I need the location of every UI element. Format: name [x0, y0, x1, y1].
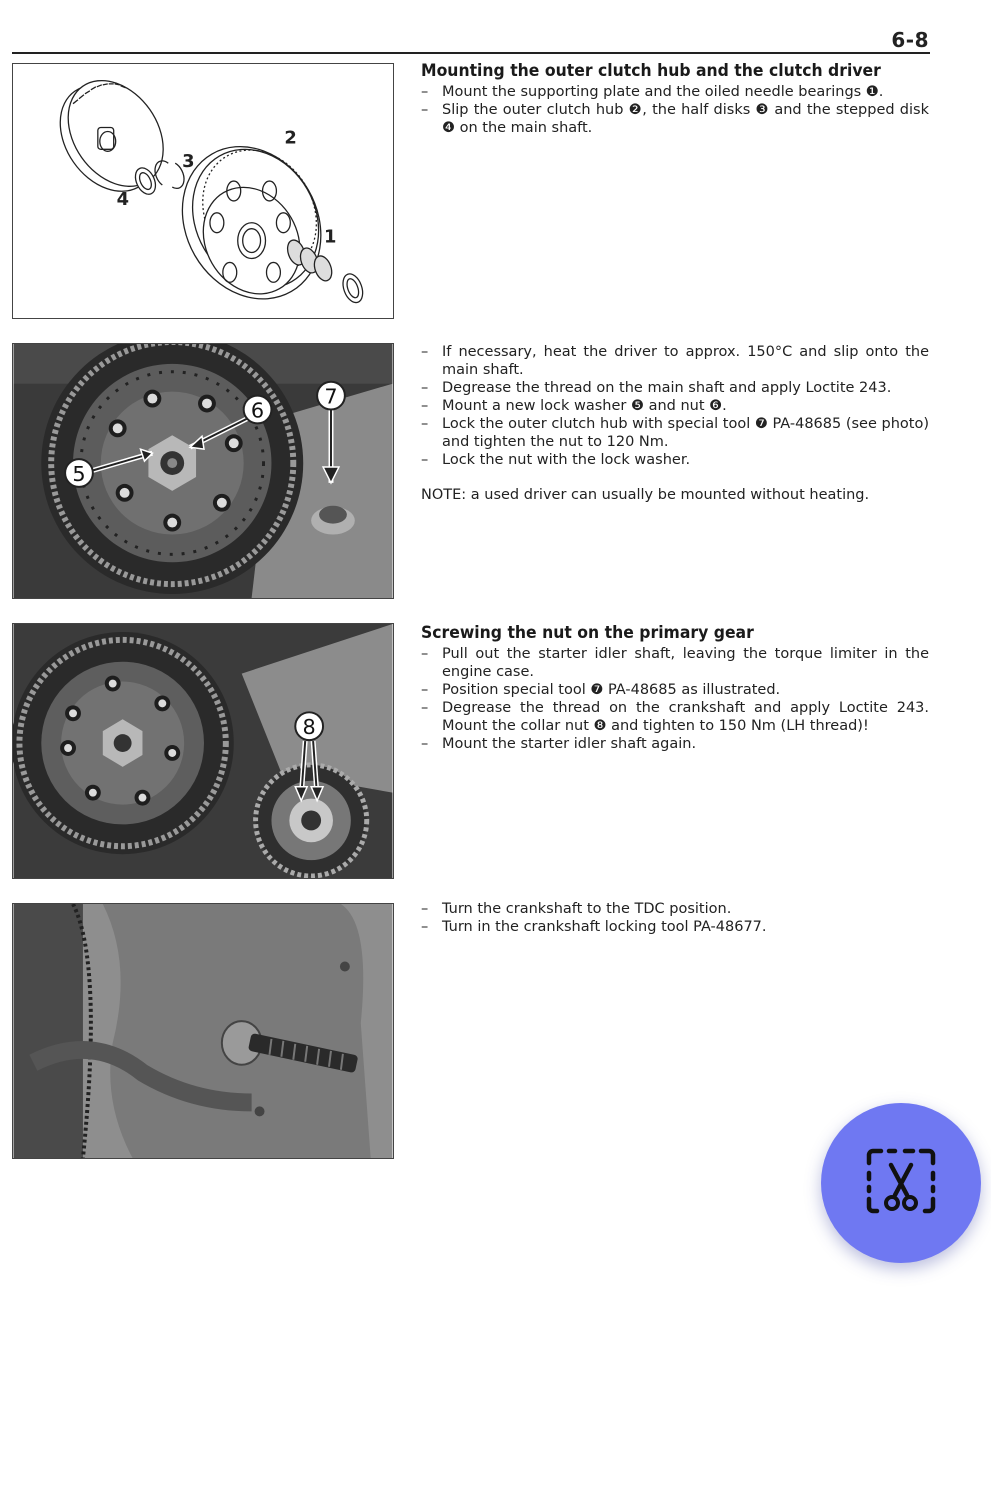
- list-item: – Lock the nut with the lock washer.: [421, 452, 691, 468]
- crankshaft-locking-tool-photo: [12, 903, 394, 1159]
- list-item: – Degrease the thread on the crankshaft and apply Loctite 243. Mount the collar nut ❽ and tighten to 150 Nm (LH thread)!: [421, 700, 929, 734]
- list-item: – Degrease the thread on the main shaft and apply Loctite 243.: [421, 380, 892, 396]
- clutch-lock-tool-photo: [12, 343, 394, 599]
- clutch-hub-exploded-diagram: [12, 63, 394, 319]
- fig3-label-8: 8: [302, 715, 316, 740]
- fig1-label-3: 3: [182, 151, 195, 173]
- list-item: – Turn in the crankshaft locking tool PA-48677.: [421, 919, 767, 935]
- section-outer-clutch-hub: [421, 60, 929, 137]
- list-item: – If necessary, heat the driver to approx. 150°C and slip onto the main shaft.: [421, 344, 929, 378]
- primary-gear-nut-photo: [12, 623, 394, 879]
- list-item: – Mount the supporting plate and the oiled needle bearings ❶.: [421, 84, 884, 100]
- header-rule: [12, 52, 930, 54]
- page-number: 6-8: [891, 28, 929, 52]
- section-clutch-driver-steps: [421, 343, 929, 504]
- list-item: – Mount the starter idler shaft again.: [421, 736, 697, 752]
- section-heading: Mounting the outer clutch hub and the clutch driver: [421, 61, 881, 81]
- fig1-label-4: 4: [116, 188, 130, 210]
- list-item: – Pull out the starter idler shaft, leaving the torque limiter in the engine case.: [421, 646, 929, 680]
- list-item: – Position special tool ❼ PA-48685 as illustrated.: [421, 682, 781, 698]
- list-item: – Mount a new lock washer ❺ and nut ❻.: [421, 398, 727, 414]
- section-crankshaft-tdc: [421, 900, 929, 936]
- list-item: – Slip the outer clutch hub ❷, the half disks ❸ and the stepped disk ❹ on the main shaft.: [421, 102, 929, 136]
- fig1-label-1: 1: [324, 226, 337, 248]
- list-item: – Lock the outer clutch hub with special tool ❼ PA-48685 (see photo) and tighten the nut to 120 Nm.: [421, 416, 929, 450]
- list-item: – Turn the crankshaft to the TDC position.: [421, 901, 732, 917]
- fig2-label-5: 5: [72, 461, 86, 486]
- note-text: NOTE: a used driver can usually be mounted without heating.: [421, 487, 870, 503]
- screenshot-cut-button[interactable]: [821, 1103, 981, 1263]
- fig2-label-7: 7: [324, 384, 338, 409]
- screenshot-cut-icon: [861, 1143, 941, 1223]
- section-heading: Screwing the nut on the primary gear: [421, 623, 754, 643]
- fig2-label-6: 6: [250, 398, 265, 423]
- section-primary-gear-nut: [421, 622, 929, 753]
- fig1-label-2: 2: [284, 127, 297, 149]
